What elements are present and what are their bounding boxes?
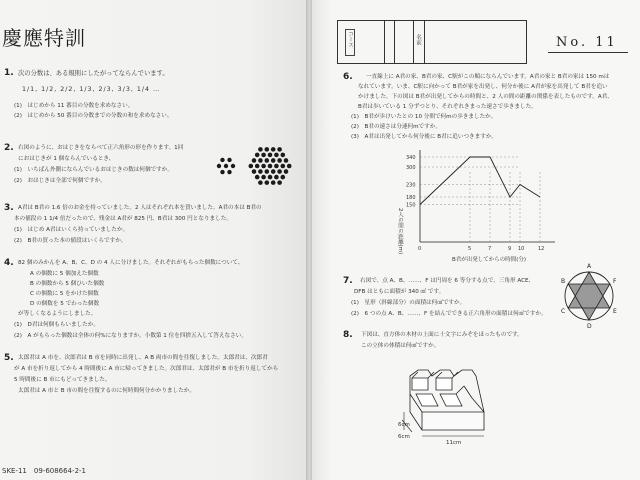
sheet-number: No. 11 bbox=[556, 35, 618, 50]
q5-line1: 太郎君は A 市を、次郎君は B 市を同時に出発し、A B 両市の間を往復しました。太郎君は、次郎君 bbox=[18, 355, 268, 361]
q4-line1: 82 個のみかんを A、B、C、D の 4 人に分けました。それぞれがもらった個数について、 bbox=[18, 260, 244, 266]
dim-width: 11cm bbox=[446, 440, 462, 446]
q5-line2: が A 市を折り返してから 4 時間後に A 市に帰ってきました。次郎君は、太郎君が B 市を折り返してから bbox=[14, 366, 279, 372]
graph-y-tick-label: 230 bbox=[406, 182, 416, 189]
q7-line2: DFB はともに面積が 340 ㎠ です。 bbox=[354, 289, 445, 295]
block-edges bbox=[402, 370, 484, 436]
grooved-block-figure bbox=[398, 360, 508, 460]
q7-sub1: (1) 星形（斜線部分）の面積は何㎠ですか。 bbox=[351, 300, 466, 306]
q6-line1: 一直線上に A君の家、B君の家、C駅がこの順にならんでいます。A君の家と B君の家は 150 mは bbox=[366, 74, 610, 80]
point-label: A bbox=[587, 263, 592, 270]
q2-sub2: (2) おはじきは全部で何個ですか。 bbox=[14, 178, 106, 184]
q2-number: 2. bbox=[4, 143, 14, 153]
graph-x-tick-label: 5 bbox=[468, 246, 472, 252]
name-box bbox=[337, 20, 527, 64]
star-shaded-region bbox=[568, 272, 610, 320]
graph-x-tick-label: 0 bbox=[418, 246, 422, 252]
q4-condition3: C の個数に 5 をかけた個数 bbox=[30, 291, 99, 297]
q5-number: 5. bbox=[4, 353, 14, 363]
graph-y-ticks bbox=[406, 155, 416, 209]
q4-number: 4. bbox=[4, 258, 14, 268]
q7-number: 7. bbox=[343, 276, 353, 286]
dim-height: 6cm bbox=[398, 422, 410, 428]
q4-condition5: が等しくなるようにしました。 bbox=[18, 311, 97, 317]
q3-line2: 本の値段の 1 1/4 倍だったので、残金は A君が 825 円、B君は 300 円となりました。 bbox=[14, 216, 232, 222]
graph-x-ticks bbox=[418, 246, 544, 252]
q7-sub2: (2) 6 つの点 A、B、……、F を結んでできる正六角形の面積は何㎠ですか。 bbox=[351, 311, 547, 317]
q7-line1: 右図で、点 A、B、……、F は円周を 6 等分する点で、三角形 ACE、 bbox=[360, 278, 535, 284]
graph-guide-lines bbox=[420, 157, 540, 242]
q3-sub2: (2) B君の買った本の値段はいくらですか。 bbox=[14, 238, 127, 244]
point-label: F bbox=[612, 278, 617, 285]
q1-sub2: (2) はじめから 50 番目の分数までの分数の和を求めなさい。 bbox=[14, 113, 173, 119]
q3-sub1: (1) はじめ A君はいくら持っていましたか。 bbox=[14, 227, 129, 233]
q4-condition1: A の個数に 5 個加えた個数 bbox=[30, 271, 99, 277]
graph-x-tick-label: 12 bbox=[538, 246, 545, 252]
graph-axes bbox=[420, 150, 555, 242]
q8-number: 8. bbox=[343, 330, 353, 340]
graph-y-tick-label: 180 bbox=[406, 195, 416, 201]
graph-y-tick-label: 300 bbox=[406, 165, 416, 171]
page-footer-code: SKE-11 09-608664-2-1 bbox=[2, 467, 87, 475]
q6-sub2: (2) B君の速さは分速何mですか。 bbox=[351, 124, 441, 130]
hexagram-circle-figure bbox=[554, 262, 624, 330]
q1-sub1: (1) はじめから 11 番目の分数を求めなさい。 bbox=[14, 103, 134, 109]
point-label: D bbox=[587, 323, 592, 330]
point-label: E bbox=[612, 308, 617, 315]
q3-number: 3. bbox=[4, 203, 14, 213]
q4-condition2: B の個数から 5 個ひいた個数 bbox=[30, 281, 105, 287]
q8-line2: この立体の体積は何㎤ですか。 bbox=[361, 343, 440, 349]
q1-sequence: 1/1, 1/2, 2/2, 1/3, 2/3, 3/3, 1/4 … bbox=[22, 86, 161, 93]
q5-line3: 5 時間後に B 市にもどってきました。 bbox=[14, 377, 111, 383]
page-title: 慶應特訓 bbox=[2, 26, 86, 50]
graph-y-tick-label: 150 bbox=[406, 202, 416, 209]
point-label: B bbox=[561, 278, 566, 285]
q6-sub3: (3) A君は出発してから何分後に B君に追いつきますか。 bbox=[351, 134, 498, 140]
graph-x-label: B君が出発してからの時間(分) bbox=[452, 257, 527, 263]
q4-sub2: (2) A がもらった個数は全体の何%になりますか。小数第 1 位を四捨五入して答えなさい。 bbox=[14, 333, 247, 339]
dim-depth: 6cm bbox=[398, 434, 410, 440]
q6-line3: かけました。下の図は B君が出発してからの時間と、2 人の間の距離の関係を表したものです。A君、 bbox=[358, 94, 613, 100]
q1-number: 1. bbox=[4, 68, 14, 78]
point-label: C bbox=[561, 308, 566, 315]
q2-line2: におはじきが 1 個ならんでいるとき、 bbox=[18, 156, 115, 162]
q8-line1: 下図は、直方体の木材の上面に十文字にみぞをほったものです。 bbox=[361, 332, 523, 338]
graph-y-label: 2人の間の距離(m) bbox=[397, 208, 403, 255]
graph-x-tick-label: 9 bbox=[508, 246, 512, 252]
q2-line1: 右図のように、おはじきをならべて正六角形の形を作ります。1回 bbox=[18, 145, 184, 151]
sheet-number-underline bbox=[548, 52, 628, 53]
q5-line4: 太郎君は A 市と B 市の間を往復するのに何時間何分かかりましたか。 bbox=[18, 388, 195, 394]
name-label: 名前 bbox=[415, 34, 421, 46]
graph-x-tick-label: 10 bbox=[518, 246, 525, 252]
graph-x-tick-label: 7 bbox=[488, 246, 492, 252]
q6-line4: B君は歩いている 1 分ずつとり、それぞれきまった速さで歩きました。 bbox=[358, 104, 537, 110]
course-label: コース bbox=[347, 31, 353, 48]
q4-condition4: D の個数を 5 でわった個数 bbox=[30, 301, 100, 307]
q6-line2: なれています。いま、C駅に向かって B君が家を出発し、何分か後に A君が家を出発して B君を追い bbox=[358, 84, 608, 90]
q6-sub1: (1) B君が歩けいたとの 10 分間で何mの歩きましたか。 bbox=[351, 114, 497, 120]
q3-line1: A君は B君の 1.6 倍のお金を持っていました。2 人はそれぞれ本を買いました。A君の本は B君の bbox=[18, 205, 262, 211]
graph-y-tick-label: 340 bbox=[406, 155, 416, 161]
q2-sub1: (1) いちばん外側にならんでいるおはじきの数は何個ですか。 bbox=[14, 167, 173, 173]
q6-number: 6. bbox=[343, 72, 353, 82]
distance-time-graph bbox=[380, 140, 570, 275]
graph-distance-line bbox=[420, 157, 540, 205]
q4-sub1: (1) D君は何個もらいましたか。 bbox=[14, 322, 99, 328]
q1-text: 次の分数は、ある規則にしたがってならんでいます。 bbox=[18, 70, 169, 77]
